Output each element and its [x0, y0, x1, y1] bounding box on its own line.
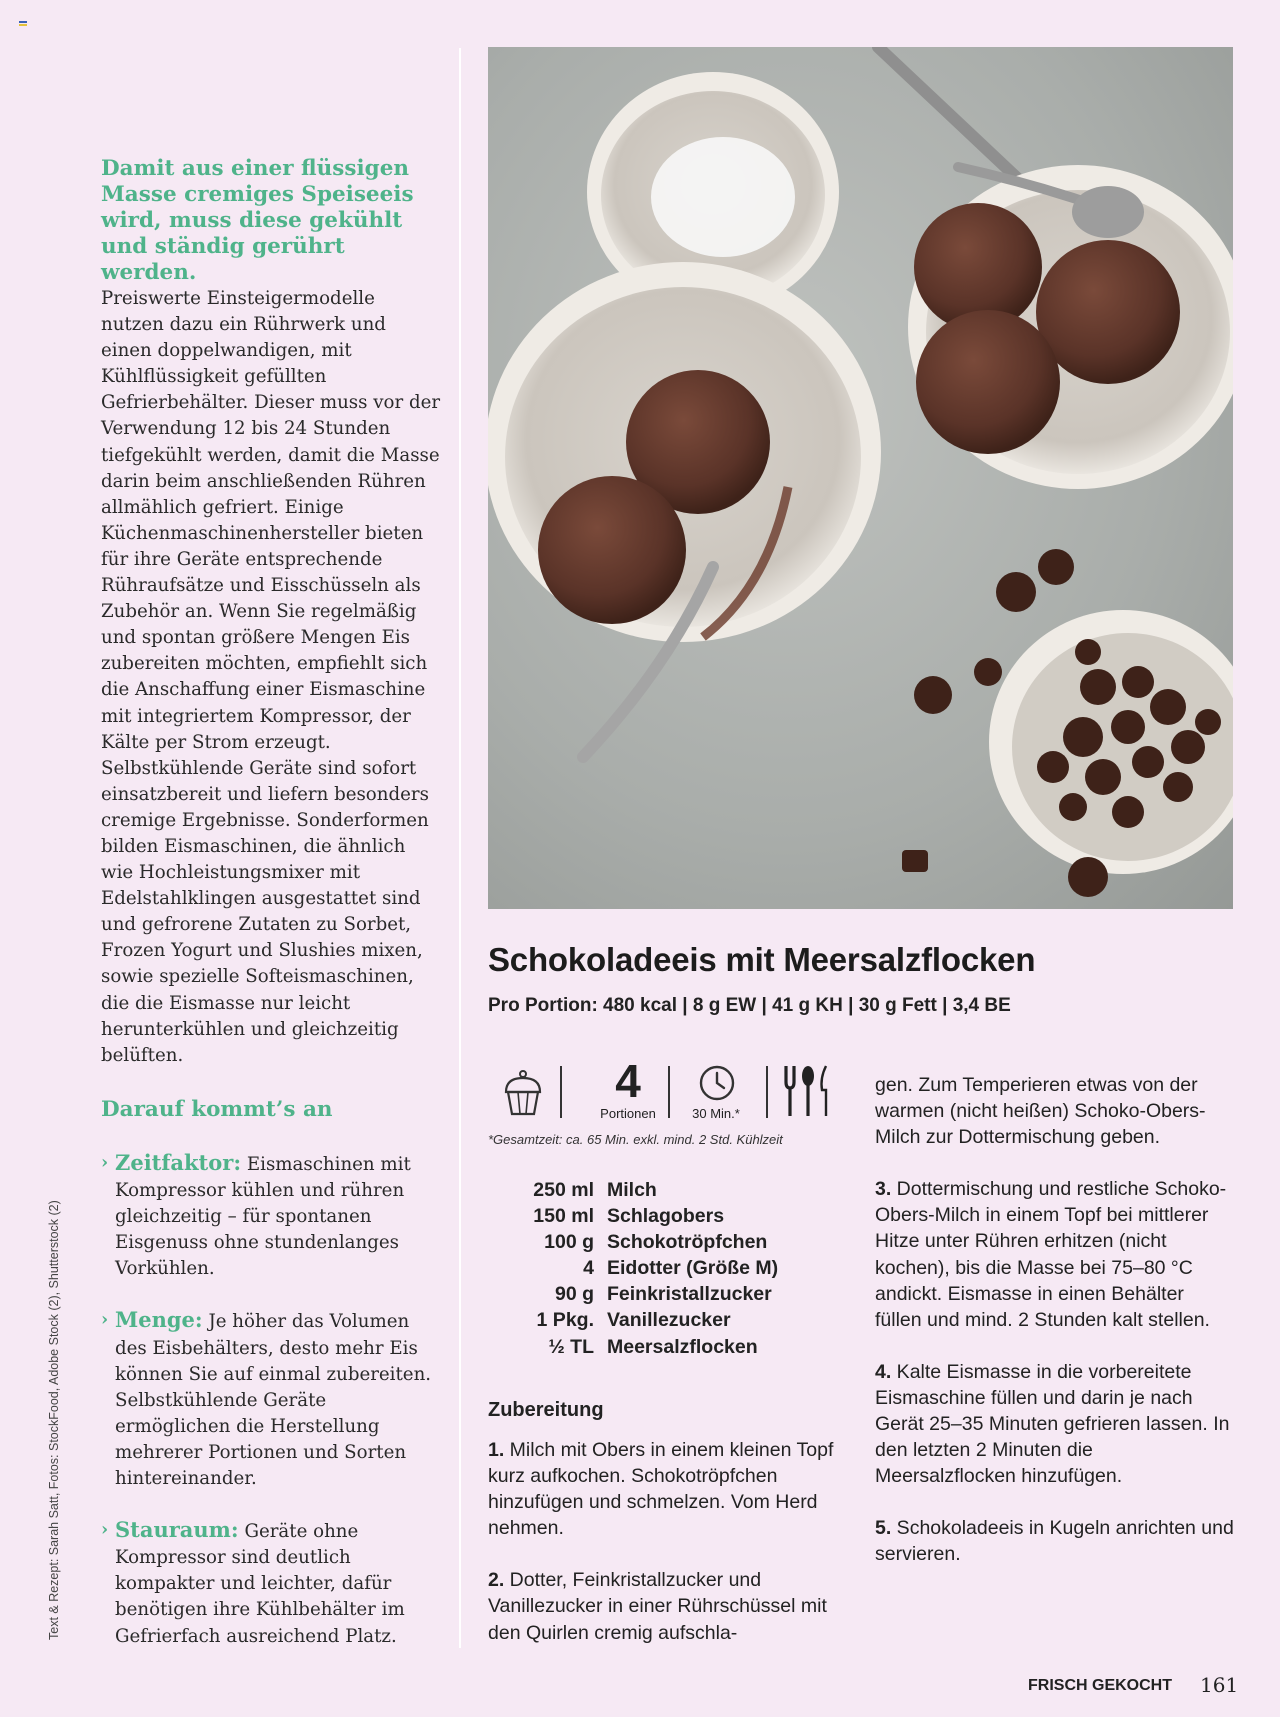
bullet-marker: › [101, 1309, 109, 1331]
ingredient-row [488, 1229, 778, 1255]
ingredient-row [488, 1203, 778, 1229]
section-footer-label: FRISCH GEKOCHT [1028, 1677, 1172, 1694]
step-number: 5. [875, 1517, 892, 1540]
ingredient-amount: ½ TL [548, 1335, 594, 1358]
ingredient-name: Milch [607, 1179, 657, 1201]
bullet-marker: › [101, 1152, 109, 1173]
recipe-step [875, 1359, 1235, 1489]
step-text: Schokoladeeis in Kugeln anrichten und servieren. [875, 1517, 1234, 1566]
step-number: 4. [875, 1360, 892, 1383]
cutlery-icon [778, 1064, 834, 1118]
column-divider [459, 48, 461, 1648]
ingredient-row [488, 1177, 778, 1203]
step-number: 1. [488, 1439, 505, 1461]
recipe-step-continued [875, 1072, 1235, 1150]
step-text: Milch mit Obers in einem kleinen Topf kurz aufkochen. Schokotröpfchen hinzufügen und schmelzen. Vom Herd nehmen. [488, 1439, 834, 1540]
step-text: Dottermischung und restliche Schoko-Obers-Milch in einem Topf bei mittlerer Hitze unter Rühren erhitzen (nicht kochen), bis die Masse bei 75–80 °C andickt. Eismasse in einen Behälter füllen und mind. 2 Stunden kalt stellen. [875, 1178, 1227, 1331]
ingredient-row [488, 1307, 778, 1333]
ingredient-name: Schokotröpfchen [607, 1231, 768, 1254]
clock-icon [698, 1064, 736, 1102]
ingredient-amount: 90 g [554, 1283, 594, 1306]
recipe-step [875, 1176, 1235, 1333]
info-separator [560, 1066, 562, 1118]
recipe-photo [488, 47, 1233, 909]
ingredient-row [488, 1255, 778, 1281]
ingredient-amount: 1 Pkg. [536, 1309, 594, 1332]
time-label: 30 Min.* [692, 1106, 740, 1121]
preparation-heading: Zubereitung [488, 1399, 604, 1421]
bullet-text: Je höher das Volumen des Eisbehälters, desto mehr Eis können Sie auf einmal zubereiten. Selbstkühlende Geräte ermöglichen die Herstellung mehrerer Portionen und Sorten hintereinander. [115, 1311, 432, 1490]
bullet-item [101, 1517, 441, 1649]
bullet-keyword: Menge: [115, 1307, 203, 1333]
bullet-list [101, 1150, 441, 1675]
step-text: Dotter, Feinkristallzucker und Vanillezucker in einer Rührschüssel mit den Quirlen cremig aufschla- [488, 1569, 827, 1644]
info-separator [766, 1066, 768, 1118]
bullet-keyword: Stauraum: [115, 1517, 239, 1543]
ingredient-amount: 150 ml [533, 1205, 594, 1228]
portions-number: 4 [615, 1055, 641, 1107]
bullet-item [101, 1150, 441, 1282]
step-number: 2. [488, 1569, 505, 1592]
bullet-item [101, 1307, 441, 1492]
section-heading: Darauf kommt’s an [101, 1097, 333, 1122]
ingredient-amount: 100 g [544, 1231, 594, 1254]
lead-paragraph: Damit aus einer flüssigen Masse cremiges Speiseeis wird, muss diese gekühlt und ständig gerührt werden. [101, 156, 414, 285]
portions-label: Portionen [600, 1106, 656, 1121]
step-text: Kalte Eismasse in die vorbereitete Eismaschine füllen und darin je nach Gerät 25–35 Minuten gefrieren lassen. In den letzten 2 Minuten die Meersalzflocken hinzufügen. [875, 1360, 1230, 1488]
ingredient-list [488, 1177, 778, 1360]
ingredient-row [488, 1281, 778, 1307]
ingredient-name: Eidotter (Größe M) [607, 1257, 779, 1280]
ingredient-name: Vanillezucker [607, 1309, 731, 1332]
recipe-step [875, 1515, 1235, 1567]
steps-column-left [488, 1437, 843, 1672]
info-separator [668, 1066, 670, 1118]
bullet-marker: › [101, 1519, 109, 1541]
ingredient-amount: 4 [583, 1257, 594, 1280]
recipe-title: Schokoladeeis mit Meersalzflocken [488, 941, 1036, 978]
body-paragraph: Preiswerte Einsteigermodelle nutzen dazu ein Rührwerk und einen doppelwandigen, mit Kühlflüssigkeit gefüllten Gefrierbehälter. Dieser muss vor der Verwendung 12 bis 24 Stunden tiefgekühlt werden, damit die Masse darin beim anschließenden Rühren allmählich gefriert. Einige Küchenmaschinenhersteller bieten für ihre Geräte entsprechende Rühraufsätze und Eisschüsseln als Zubehör an. Wenn Sie regelmäßig und spontan größere Mengen Eis zubereiten möchten, empfiehlt sich die Anschaffung einer Eismaschine mit integriertem Kompressor, der Kälte per Strom erzeugt. Selbstkühlende Geräte sind sofort einsatzbereit und liefern besonders cremige Ergebnisse. Sonderformen bilden Eismaschinen, die ähnlich wie Hochleistungsmixer mit Edelstahlklingen ausgestattet sind und gefrorene Zutaten zu Sorbet, Frozen Yogurt und Slushies mixen, sowie spezielle Softeismaschinen, die die Eismasse nur leicht herunterkühlen und gleichzeitig belüften. [101, 288, 441, 1066]
ingredient-row [488, 1334, 778, 1360]
ingredient-name: Feinkristallzucker [607, 1283, 772, 1306]
bullet-text: Eismaschinen mit Kompressor kühlen und rühren gleichzeitig – für spontanen Eisgenuss ohne stundenlanges Vorkühlen. [115, 1154, 411, 1280]
steps-column-right [875, 1072, 1235, 1594]
page-corner-mark [19, 21, 27, 27]
recipe-step [488, 1567, 843, 1645]
recipe-info-row [496, 1055, 841, 1122]
step-text: gen. Zum Temperieren etwas von der warmen (nicht heißen) Schoko-Obers-Milch zur Dottermischung geben. [875, 1074, 1206, 1149]
ice-cream-illustration [488, 47, 1233, 909]
left-column [101, 156, 441, 1069]
bullet-text: Geräte ohne Kompressor sind deutlich kompakter und leichter, dafür benötigen ihre Kühlbehälter im Gefrierfach ausreichend Platz. [115, 1521, 405, 1647]
page-number: 161 [1200, 1673, 1239, 1697]
bullet-keyword: Zeitfaktor: [115, 1150, 242, 1175]
cupcake-icon [502, 1068, 544, 1116]
ingredient-amount: 250 ml [533, 1179, 594, 1201]
step-number: 3. [875, 1178, 892, 1201]
recipe-step [488, 1437, 843, 1541]
time-footnote: *Gesamtzeit: ca. 65 Min. exkl. mind. 2 Std. Kühlzeit [488, 1132, 783, 1147]
nutrition-line: Pro Portion: 480 kcal | 8 g EW | 41 g KH | 30 g Fett | 3,4 BE [488, 995, 1011, 1016]
ingredient-name: Meersalzflocken [607, 1335, 758, 1358]
ingredient-name: Schlagobers [607, 1205, 725, 1228]
photo-credit: Text & Rezept: Sarah Satt, Fotos: StockFood, Adobe Stock (2), Shutterstock (2) [47, 1200, 61, 1640]
